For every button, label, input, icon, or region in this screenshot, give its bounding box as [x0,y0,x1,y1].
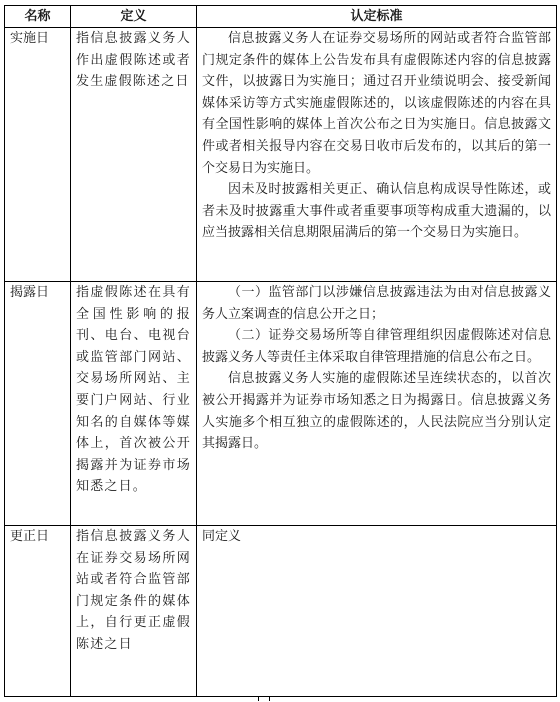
standard-paragraph: （一）监管部门以涉嫌信息披露违法为由对信息披露义务人立案调查的信息公开之日； [202,285,551,322]
term-standard [197,282,557,526]
standard-paragraph: 同定义 [202,529,242,544]
table-row [5,28,557,282]
term-definition: 指信息披露义务人在证券交易场所网站或者符合监管部门规定条件的媒体上，自行更正虚假陈述之日 [71,526,197,697]
standard-paragraph: 信息披露义务人在证券交易场所的网站或者符合监管部门规定条件的媒体上公告发布具有虚假陈述内容的信息披露文件，以披露日为实施日；通过召开业绩说明会、接受新闻媒体采访等方式实施虚假陈述的，以该虚假陈述的内容在具有全国性影响的媒体上首次公布之日为实施日。信息披露文件或者相关报导内容在交易日收市后发布的，以其后的第一个交易日为实施日。 [202,31,551,176]
table-header-row [5,6,557,28]
term-definition: 指虚假陈述在具有全国性影响的报刊、电台、电视台或监管部门网站、交易场所网站、主要门户网站、行业知名的自媒体等媒体上，首次被公开揭露并为证券市场知悉之日。 [71,282,197,526]
header-name: 名称 [5,6,71,28]
term-name: 揭露日 [5,282,71,526]
header-definition: 定义 [71,6,197,28]
standard-paragraph: 信息披露义务人实施的虚假陈述呈连续状态的，以首次被公开揭露并为证券市场知悉之日为揭露日。信息披露义务人实施多个相互独立的虚假陈述的，人民法院应当分别认定其揭露日。 [202,371,551,452]
term-name: 更正日 [5,526,71,697]
page-break-marker [258,697,270,701]
term-standard [197,28,557,282]
definitions-table [4,5,557,697]
table-row [5,282,557,526]
term-name: 实施日 [5,28,71,282]
term-definition: 指信息披露义务人作出虚假陈述或者发生虚假陈述之日 [71,28,197,282]
table-row [5,526,557,697]
standard-paragraph: 因未及时披露相关更正、确认信息构成误导性陈述，或者未及时披露重大事件或者重要事项等构成重大遗漏的，以应当披露相关信息期限届满后的第一个交易日为实施日。 [202,182,551,241]
header-standard: 认定标准 [197,6,557,28]
standard-paragraph: （二）证券交易场所等自律管理组织因虚假陈述对信息披露义务人等责任主体采取自律管理措施的信息公布之日。 [202,328,551,365]
term-standard [197,526,557,697]
